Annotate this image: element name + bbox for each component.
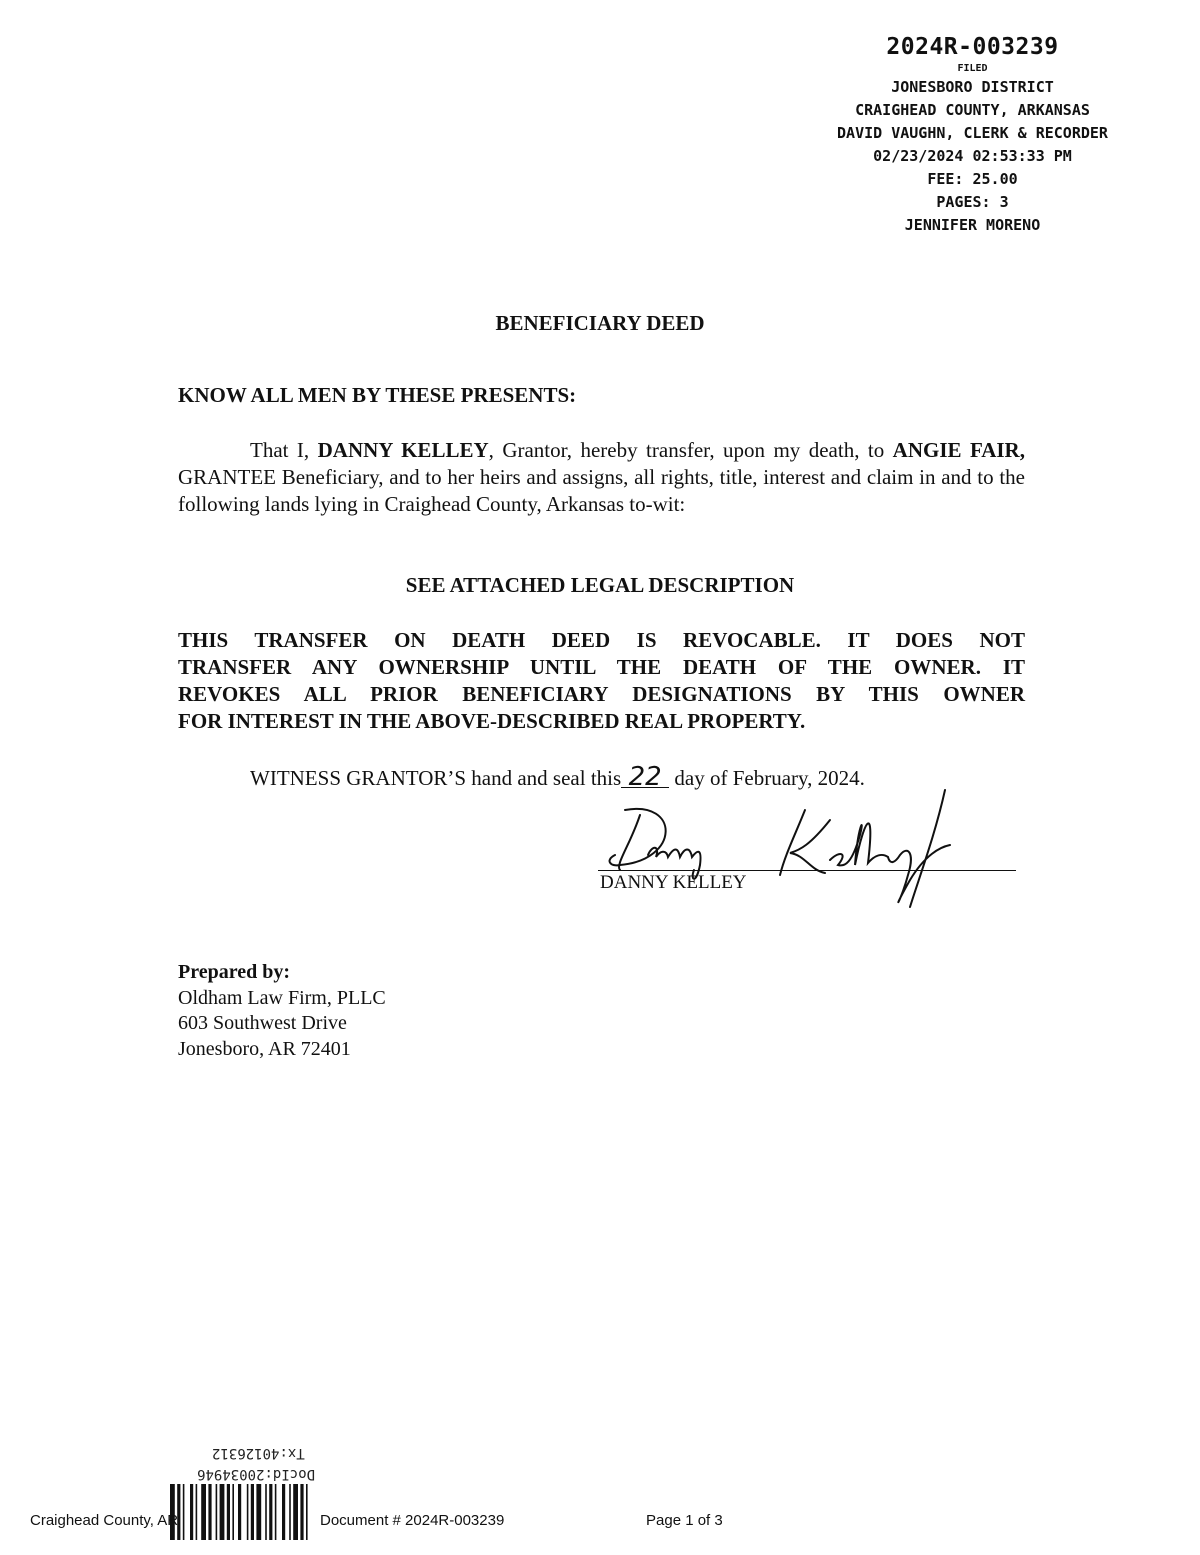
para-text: , Grantor, hereby transfer, upon my death, to (488, 438, 893, 462)
recording-stamp (790, 32, 1155, 237)
prepared-by-block (178, 960, 386, 1062)
stamp-pages: PAGES: 3 (936, 193, 1009, 211)
doc-id: DocId:20034946 (197, 1466, 316, 1482)
handwritten-signature (590, 775, 990, 915)
warning-line: TRANSFER ANY OWNERSHIP UNTIL THE DEATH OF THE OWNER. IT (178, 655, 1025, 679)
signature-line (598, 870, 1016, 871)
filed-label: FILED (957, 63, 988, 74)
warning-line: FOR INTEREST IN THE ABOVE-DESCRIBED REAL PROPERTY. (178, 709, 806, 733)
preparer-line: 603 Southwest Drive (178, 1012, 347, 1034)
revocable-warning (178, 627, 1025, 735)
document-number: 2024R-003239 (886, 34, 1059, 60)
preparer-line: Oldham Law Firm, PLLC (178, 986, 386, 1009)
prepared-by-label: Prepared by: (178, 961, 291, 983)
witness-text: WITNESS GRANTOR’S hand and seal this (250, 766, 622, 790)
footer-page-number: Page 1 of 3 (646, 1512, 723, 1529)
warning-line: REVOKES ALL PRIOR BENEFICIARY DESIGNATIONS BY THIS OWNER (178, 682, 1025, 706)
signer-name: DANNY KELLEY (600, 872, 747, 893)
stamp-datetime: 02/23/2024 02:53:33 PM (873, 147, 1072, 165)
page-title: BENEFICIARY DEED (495, 311, 705, 335)
para-text: GRANTEE Beneficiary, and to her heirs and assigns, all rights, title, interest and claim in and to the following lands lying in Craighead County, Arkansas to-wit: (178, 465, 1025, 516)
see-attached-heading: SEE ATTACHED LEGAL DESCRIPTION (405, 573, 795, 597)
tx-number: Tx:40126312 (212, 1445, 305, 1461)
stamp-fee: FEE: 25.00 (927, 170, 1018, 188)
warning-line: THIS TRANSFER ON DEATH DEED IS REVOCABLE. IT DOES NOT (178, 628, 1025, 652)
stamp-clerk: DAVID VAUGHN, CLERK & RECORDER (837, 124, 1108, 142)
para-text: That I, (250, 438, 318, 462)
stamp-district: JONESBORO DISTRICT (891, 78, 1054, 96)
stamp-deputy: JENNIFER MORENO (904, 216, 1041, 234)
handwritten-day: 22 (621, 767, 669, 788)
grantee-name: ANGIE FAIR, (892, 438, 1025, 462)
grantor-name: DANNY KELLEY (317, 438, 489, 462)
stamp-county: CRAIGHEAD COUNTY, ARKANSAS (855, 101, 1090, 119)
preparer-line: Jonesboro, AR 72401 (178, 1037, 351, 1060)
witness-text: day of February, 2024. (669, 766, 865, 790)
conveyance-paragraph (178, 437, 1025, 518)
know-all-heading: KNOW ALL MEN BY THESE PRESENTS: (178, 383, 577, 407)
footer-county: Craighead County, AR (30, 1512, 179, 1529)
footer-document-number: Document # 2024R-003239 (320, 1512, 505, 1529)
